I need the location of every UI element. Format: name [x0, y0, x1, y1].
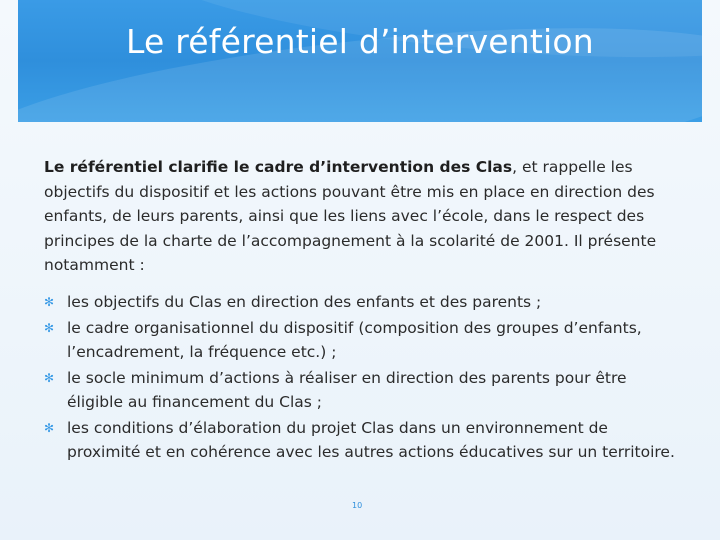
- asterisk-bullet-icon: ✻: [44, 420, 55, 435]
- intro-rest-text: , et rappelle les objectifs du dispositif et les actions pouvant être mis en place en direction des enfants, de leurs parents, ainsi que les liens avec l’école, dans le respect des principes de la charte de l’accompagnement à la scolarité de 2001. Il présente notamment :: [44, 158, 657, 274]
- intro-paragraph: [44, 155, 684, 278]
- bullet-item: [44, 316, 684, 365]
- bullet-text: le socle minimum d’actions à réaliser en direction des parents pour être éligible au financement du Clas ;: [67, 368, 627, 411]
- title-band: [18, 0, 702, 122]
- asterisk-bullet-icon: ✻: [44, 370, 55, 385]
- page-number: 10: [352, 501, 363, 510]
- bullet-text: les objectifs du Clas en direction des enfants et des parents ;: [67, 293, 542, 311]
- slide-title: Le référentiel d’intervention: [126, 22, 594, 61]
- intro-strong-text: Le référentiel clarifie le cadre d’intervention des Clas: [44, 158, 513, 176]
- bullet-item: [44, 290, 684, 315]
- bullet-item: [44, 416, 684, 465]
- bullet-list: [44, 290, 684, 466]
- bullet-item: [44, 366, 684, 415]
- bullet-text: le cadre organisationnel du dispositif (composition des groupes d’enfants, l’encadrement, la fréquence etc.) ;: [67, 318, 642, 361]
- bullet-text: les conditions d’élaboration du projet Clas dans un environnement de proximité et en cohérence avec les autres actions éducatives sur un territoire.: [67, 418, 675, 461]
- asterisk-bullet-icon: ✻: [44, 320, 55, 335]
- asterisk-bullet-icon: ✻: [44, 295, 55, 309]
